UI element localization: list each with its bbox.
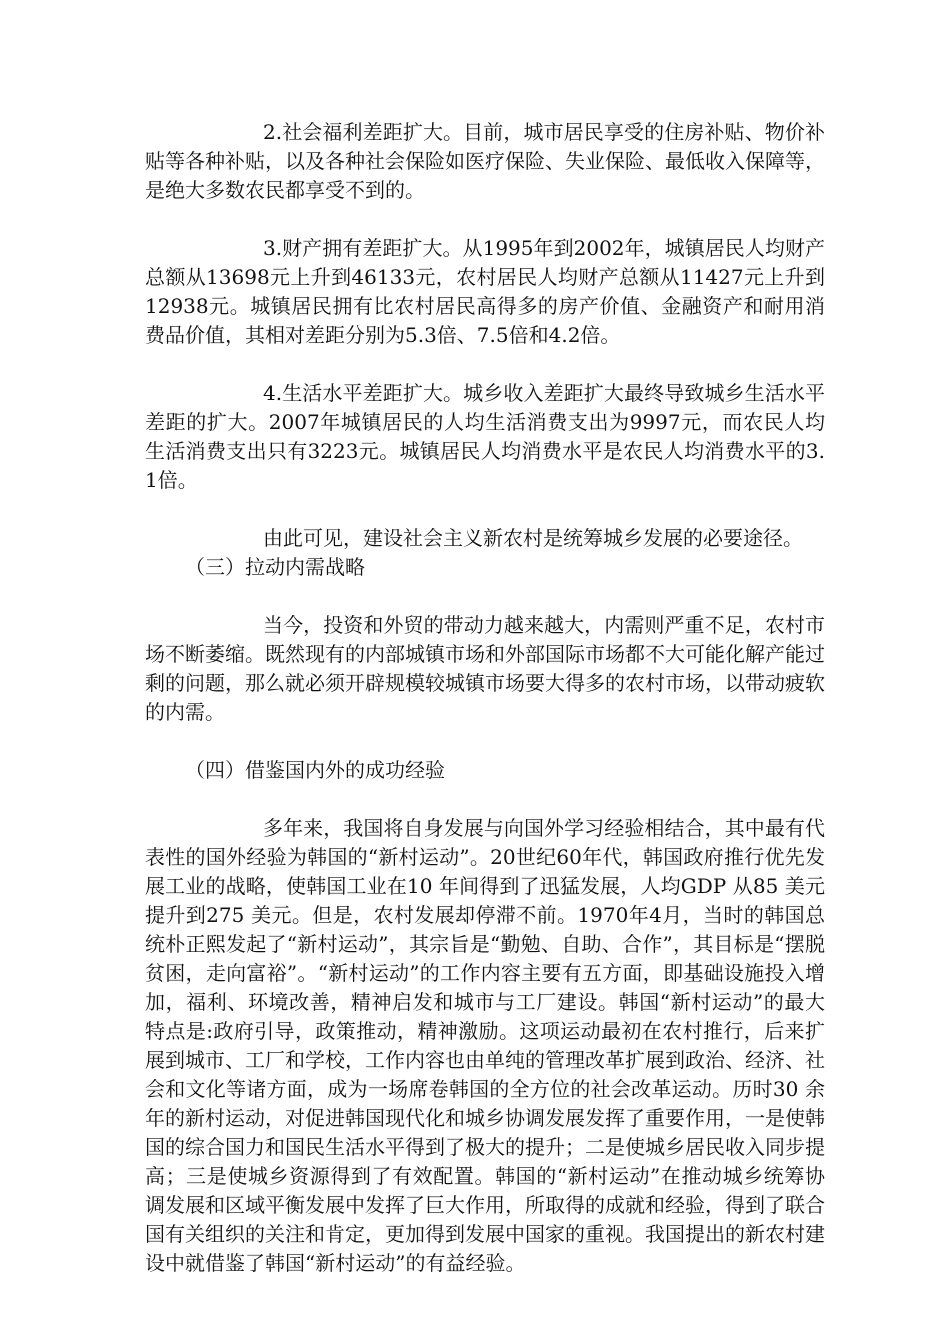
document-page — [145, 118, 825, 1278]
paragraph-domestic-demand: 当今，投资和外贸的带动力越来越大，内需则严重不足，农村市场不断萎缩。既然现有的内部城镇市场和外部国际市场都不大可能化解产能过剩的问题，那么就必须开辟规模较城镇市场要大得多的农村市场，以带动疲软的内需。 — [145, 613, 825, 724]
section-heading-domestic-demand: （三）拉动内需战略 — [185, 555, 365, 579]
paragraph-living-standard-gap: 4.生活水平差距扩大。城乡收入差距扩大最终导致城乡生活水平差距的扩大。2007年城镇居民的人均生活消费支出为9997元，而农民人均生活消费支出只有3223元。城镇居民人均消费水平是农民人均消费水平的3.1倍。 — [145, 381, 825, 492]
paragraph-conclusion: 由此可见，建设社会主义新农村是统筹城乡发展的必要途径。 — [263, 526, 803, 550]
paragraph-social-welfare-gap: 2.社会福利差距扩大。目前，城市居民享受的住房补贴、物价补贴等各种补贴，以及各种社会保险如医疗保险、失业保险、最低收入保障等，是绝大多数农民都享受不到的。 — [145, 120, 825, 202]
paragraph-korea-new-village: 多年来，我国将自身发展与向国外学习经验相结合，其中最有代表性的国外经验为韩国的“新村运动”。20世纪60年代，韩国政府推行优先发展工业的战略，使韩国工业在10 年间得到了迅猛发展，人均GDP 从85 美元提升到275 美元。但是，农村发展却停滞不前。1970年4月，当时的韩国总统朴正熙发起了“新村运动”，其宗旨是“勤勉、自助、合作”，其目标是“摆脱贫困，走向富裕”。“新村运动”的工作内容主要有五方面，即基础设施投入增加，福利、环境改善，精神启发和城市与工厂建设。韩国“新村运动”的最大特点是:政府引导，政策推动，精神激励。这项运动最初在农村推行，后来扩展到城市、工厂和学校，工作内容也由单纯的管理改革扩展到政治、经济、社会和文化等诸方面，成为一场席卷韩国的全方位的社会改革运动。历时30 余年的新村运动，对促进韩国现代化和城乡协调发展发挥了重要作用，一是使韩国的综合国力和国民生活水平得到了极大的提升；二是使城乡居民收入同步提高；三是使城乡资源得到了有效配置。韩国的“新村运动”在推动城乡统筹协调发展和区域平衡发展中发挥了巨大作用，所取得的成就和经验，得到了联合国有关组织的关注和肯定，更加得到发展中国家的重视。我国提出的新农村建设中就借鉴了韩国“新村运动”的有益经验。 — [145, 816, 825, 1275]
paragraph-property-gap: 3.财产拥有差距扩大。从1995年到2002年，城镇居民人均财产总额从13698元上升到46133元，农村居民人均财产总额从11427元上升到12938元。城镇居民拥有比农村居民高得多的房产价值、金融资产和耐用消费品价值，其相对差距分别为5.3倍、7.5倍和4.2倍。 — [145, 236, 825, 347]
section-heading-experience: （四）借鉴国内外的成功经验 — [185, 758, 445, 782]
